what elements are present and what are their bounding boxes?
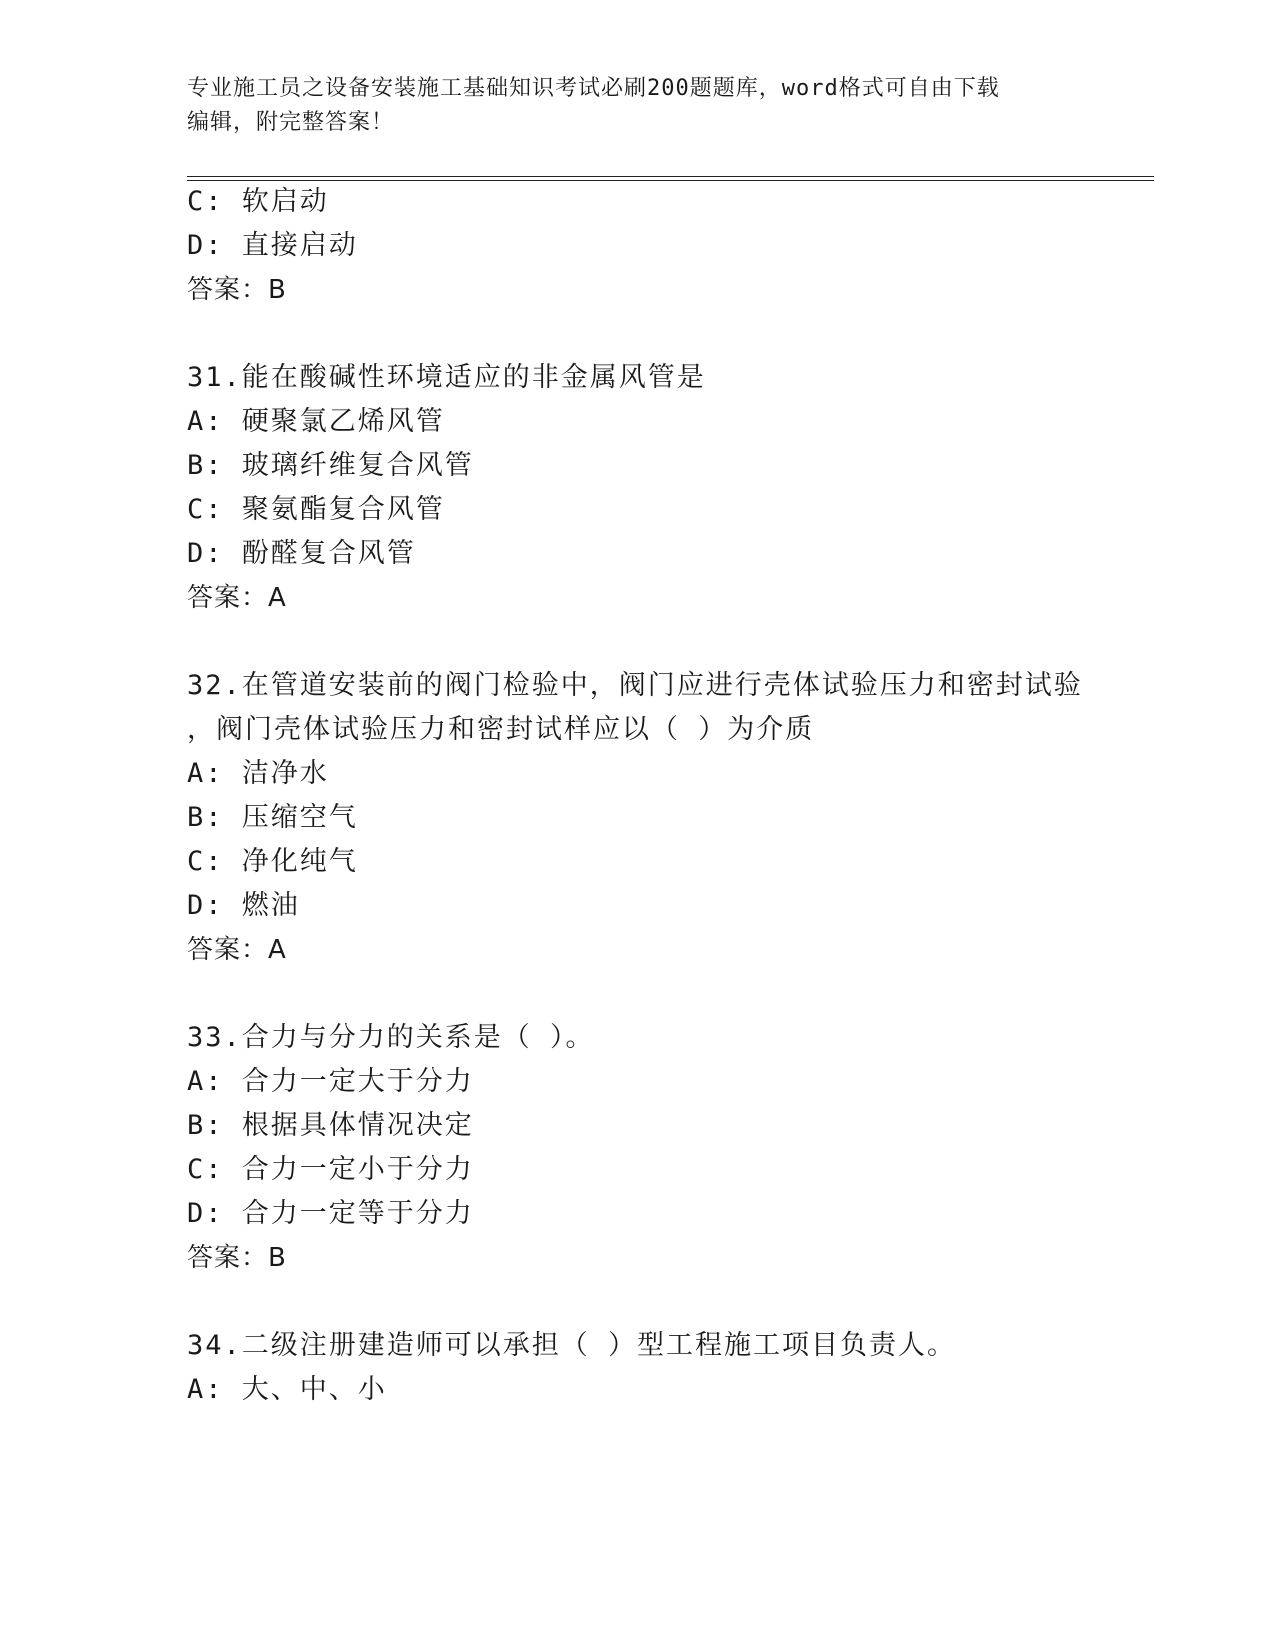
q32-option-a: A: 洁净水 — [187, 758, 329, 789]
q33-option-a: A: 合力一定大于分力 — [187, 1066, 474, 1097]
q31-question: 31.能在酸碱性环境适应的非金属风管是 — [187, 362, 706, 393]
q30-option-c: C: 软启动 — [187, 186, 329, 217]
header-title-line-1: 专业施工员之设备安装施工基础知识考试必刷200题题库，word格式可自由下载 — [187, 76, 1000, 101]
q32-question-line-2: ，阀门壳体试验压力和密封试样应以（ ）为介质 — [187, 714, 815, 745]
q32-option-d: D: 燃油 — [187, 890, 300, 921]
q34-question: 34.二级注册建造师可以承担（ ）型工程施工项目负责人。 — [187, 1330, 957, 1361]
q33-answer: 答案：B — [187, 1243, 287, 1273]
q30-answer: 答案：B — [187, 275, 287, 305]
q31-answer: 答案：A — [187, 583, 287, 613]
q32-question-line-1: 32.在管道安装前的阀门检验中，阀门应进行壳体试验压力和密封试验 — [187, 670, 1083, 701]
q31-option-a: A: 硬聚氯乙烯风管 — [187, 406, 445, 437]
q33-option-b: B: 根据具体情况决定 — [187, 1110, 474, 1141]
q30-option-d: D: 直接启动 — [187, 230, 358, 261]
q33-option-d: D: 合力一定等于分力 — [187, 1198, 474, 1229]
q31-option-d: D: 酚醛复合风管 — [187, 538, 416, 569]
q33-question: 33.合力与分力的关系是（ ）。 — [187, 1022, 595, 1053]
q33-option-c: C: 合力一定小于分力 — [187, 1154, 474, 1185]
header-title-line-2: 编辑，附完整答案！ — [187, 110, 395, 135]
q32-option-c: C: 净化纯气 — [187, 846, 358, 877]
document-header — [187, 72, 1067, 140]
header-divider — [187, 176, 1154, 181]
q34-option-a: A: 大、中、小 — [187, 1374, 387, 1405]
q31-option-b: B: 玻璃纤维复合风管 — [187, 450, 474, 481]
q31-option-c: C: 聚氨酯复合风管 — [187, 494, 445, 525]
q32-answer: 答案：A — [187, 935, 287, 965]
q32-option-b: B: 压缩空气 — [187, 802, 358, 833]
